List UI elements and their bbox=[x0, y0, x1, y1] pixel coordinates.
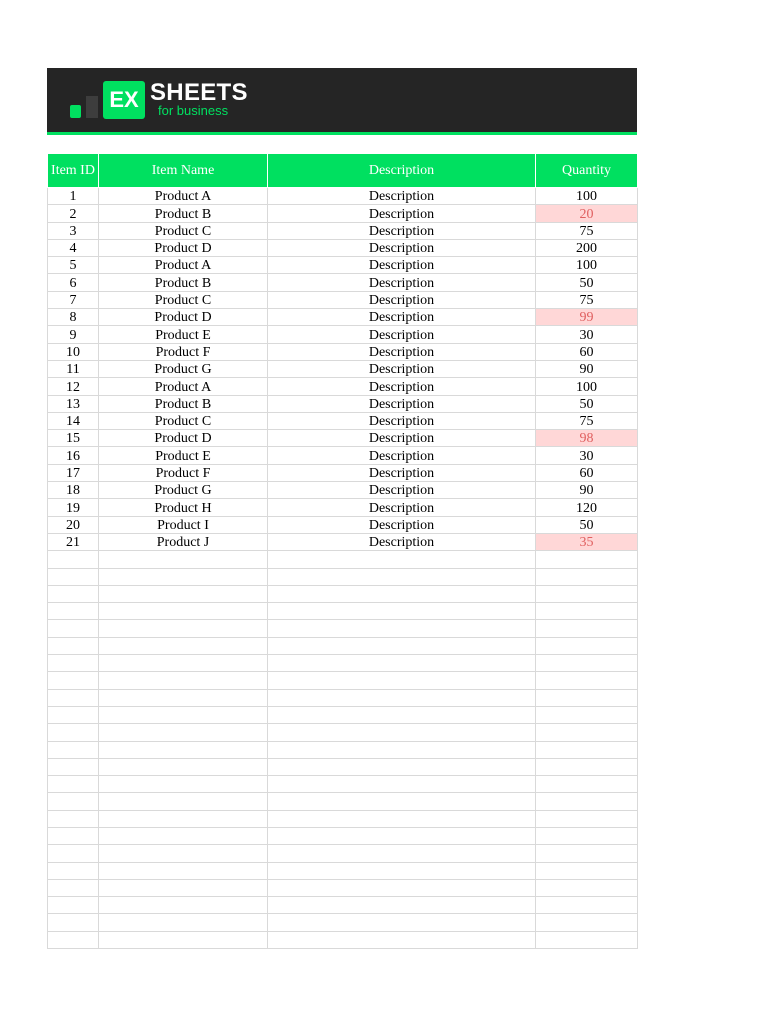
column-header-description[interactable]: Description bbox=[268, 154, 536, 188]
empty-row bbox=[48, 810, 638, 827]
empty-row bbox=[48, 620, 638, 637]
table-body bbox=[48, 188, 638, 949]
logo-bar-tall bbox=[86, 96, 98, 118]
cell-item-name[interactable]: Product E bbox=[99, 326, 268, 343]
empty-cell[interactable] bbox=[268, 551, 536, 568]
table-row bbox=[48, 482, 638, 499]
table-row bbox=[48, 309, 638, 326]
table-row bbox=[48, 326, 638, 343]
cell-description[interactable]: Description bbox=[268, 482, 536, 499]
cell-description[interactable]: Description bbox=[268, 430, 536, 447]
logo-bar-short bbox=[70, 105, 81, 118]
cell-quantity[interactable]: 75 bbox=[536, 222, 638, 239]
empty-cell[interactable] bbox=[536, 568, 638, 585]
empty-cell[interactable] bbox=[99, 655, 268, 672]
empty-cell[interactable] bbox=[536, 776, 638, 793]
cell-quantity[interactable]: 60 bbox=[536, 343, 638, 360]
empty-cell[interactable] bbox=[268, 776, 536, 793]
cell-description[interactable]: Description bbox=[268, 326, 536, 343]
empty-cell[interactable] bbox=[268, 637, 536, 654]
cell-description[interactable]: Description bbox=[268, 309, 536, 326]
empty-cell[interactable] bbox=[99, 793, 268, 810]
cell-item-id[interactable]: 1 bbox=[48, 188, 99, 205]
cell-quantity[interactable]: 60 bbox=[536, 464, 638, 481]
empty-cell[interactable] bbox=[536, 655, 638, 672]
empty-cell[interactable] bbox=[48, 603, 99, 620]
empty-row bbox=[48, 706, 638, 723]
empty-cell[interactable] bbox=[99, 672, 268, 689]
empty-cell[interactable] bbox=[99, 879, 268, 896]
cell-item-name[interactable]: Product D bbox=[99, 430, 268, 447]
cell-item-name[interactable]: Product B bbox=[99, 205, 268, 222]
cell-item-name[interactable]: Product G bbox=[99, 482, 268, 499]
empty-cell[interactable] bbox=[48, 637, 99, 654]
cell-item-name[interactable]: Product I bbox=[99, 516, 268, 533]
empty-cell[interactable] bbox=[536, 585, 638, 602]
table-row bbox=[48, 533, 638, 550]
empty-cell[interactable] bbox=[268, 931, 536, 948]
empty-cell[interactable] bbox=[536, 706, 638, 723]
cell-item-id[interactable]: 3 bbox=[48, 222, 99, 239]
empty-cell[interactable] bbox=[536, 551, 638, 568]
empty-row bbox=[48, 585, 638, 602]
table-row bbox=[48, 343, 638, 360]
empty-cell[interactable] bbox=[48, 879, 99, 896]
empty-cell[interactable] bbox=[536, 689, 638, 706]
cell-description[interactable]: Description bbox=[268, 222, 536, 239]
empty-cell[interactable] bbox=[99, 827, 268, 844]
cell-item-name[interactable]: Product D bbox=[99, 309, 268, 326]
cell-item-id[interactable]: 13 bbox=[48, 395, 99, 412]
cell-item-id[interactable]: 20 bbox=[48, 516, 99, 533]
cell-quantity[interactable]: 50 bbox=[536, 516, 638, 533]
cell-item-id[interactable]: 5 bbox=[48, 257, 99, 274]
cell-item-name[interactable]: Product B bbox=[99, 274, 268, 291]
empty-cell[interactable] bbox=[99, 862, 268, 879]
empty-cell[interactable] bbox=[99, 845, 268, 862]
empty-cell[interactable] bbox=[536, 914, 638, 931]
cell-description[interactable]: Description bbox=[268, 205, 536, 222]
column-header-item-id[interactable]: Item ID bbox=[48, 154, 99, 188]
empty-cell[interactable] bbox=[48, 706, 99, 723]
empty-cell[interactable] bbox=[268, 689, 536, 706]
cell-item-name[interactable]: Product J bbox=[99, 533, 268, 550]
cell-item-name[interactable]: Product C bbox=[99, 412, 268, 429]
cell-item-id[interactable]: 4 bbox=[48, 239, 99, 256]
empty-cell[interactable] bbox=[99, 897, 268, 914]
empty-cell[interactable] bbox=[268, 845, 536, 862]
cell-item-name[interactable]: Product F bbox=[99, 464, 268, 481]
empty-row bbox=[48, 551, 638, 568]
empty-cell[interactable] bbox=[48, 810, 99, 827]
cell-item-name[interactable]: Product H bbox=[99, 499, 268, 516]
cell-quantity[interactable]: 30 bbox=[536, 326, 638, 343]
cell-quantity[interactable]: 20 bbox=[536, 205, 638, 222]
cell-description[interactable]: Description bbox=[268, 412, 536, 429]
empty-cell[interactable] bbox=[268, 827, 536, 844]
empty-cell[interactable] bbox=[268, 810, 536, 827]
logo-mark: EX bbox=[103, 81, 145, 119]
cell-item-id[interactable]: 18 bbox=[48, 482, 99, 499]
cell-item-id[interactable]: 8 bbox=[48, 309, 99, 326]
cell-item-name[interactable]: Product A bbox=[99, 188, 268, 205]
empty-row bbox=[48, 845, 638, 862]
empty-row bbox=[48, 879, 638, 896]
empty-cell[interactable] bbox=[99, 914, 268, 931]
cell-item-name[interactable]: Product D bbox=[99, 239, 268, 256]
empty-cell[interactable] bbox=[268, 585, 536, 602]
cell-quantity[interactable]: 98 bbox=[536, 430, 638, 447]
empty-cell[interactable] bbox=[48, 758, 99, 775]
column-header-item-name[interactable]: Item Name bbox=[99, 154, 268, 188]
empty-row bbox=[48, 672, 638, 689]
empty-cell[interactable] bbox=[48, 655, 99, 672]
empty-cell[interactable] bbox=[268, 862, 536, 879]
empty-cell[interactable] bbox=[536, 810, 638, 827]
table-row bbox=[48, 395, 638, 412]
brand-tagline: for business bbox=[158, 103, 229, 118]
empty-cell[interactable] bbox=[99, 931, 268, 948]
empty-row bbox=[48, 689, 638, 706]
empty-cell[interactable] bbox=[48, 672, 99, 689]
empty-cell[interactable] bbox=[536, 724, 638, 741]
empty-cell[interactable] bbox=[99, 776, 268, 793]
empty-row bbox=[48, 655, 638, 672]
empty-cell[interactable] bbox=[536, 672, 638, 689]
table-row bbox=[48, 239, 638, 256]
cell-description[interactable]: Description bbox=[268, 343, 536, 360]
cell-quantity[interactable]: 75 bbox=[536, 412, 638, 429]
cell-item-id[interactable]: 7 bbox=[48, 291, 99, 308]
cell-description[interactable]: Description bbox=[268, 378, 536, 395]
empty-cell[interactable] bbox=[99, 758, 268, 775]
empty-cell[interactable] bbox=[536, 637, 638, 654]
cell-item-id[interactable]: 15 bbox=[48, 430, 99, 447]
empty-cell[interactable] bbox=[48, 568, 99, 585]
empty-cell[interactable] bbox=[99, 637, 268, 654]
cell-description[interactable]: Description bbox=[268, 533, 536, 550]
empty-cell[interactable] bbox=[48, 914, 99, 931]
empty-row bbox=[48, 862, 638, 879]
table-row bbox=[48, 205, 638, 222]
empty-row bbox=[48, 827, 638, 844]
empty-cell[interactable] bbox=[536, 931, 638, 948]
empty-cell[interactable] bbox=[536, 845, 638, 862]
table-row bbox=[48, 464, 638, 481]
empty-cell[interactable] bbox=[536, 793, 638, 810]
empty-cell[interactable] bbox=[268, 793, 536, 810]
empty-cell[interactable] bbox=[48, 793, 99, 810]
cell-item-name[interactable]: Product A bbox=[99, 257, 268, 274]
empty-cell[interactable] bbox=[268, 620, 536, 637]
empty-cell[interactable] bbox=[268, 568, 536, 585]
empty-cell[interactable] bbox=[48, 931, 99, 948]
cell-quantity[interactable]: 200 bbox=[536, 239, 638, 256]
cell-item-name[interactable]: Product G bbox=[99, 360, 268, 377]
cell-quantity[interactable]: 50 bbox=[536, 395, 638, 412]
cell-description[interactable]: Description bbox=[268, 360, 536, 377]
table-row bbox=[48, 274, 638, 291]
empty-cell[interactable] bbox=[268, 655, 536, 672]
cell-item-id[interactable]: 6 bbox=[48, 274, 99, 291]
table-row bbox=[48, 378, 638, 395]
empty-cell[interactable] bbox=[99, 568, 268, 585]
empty-cell[interactable] bbox=[268, 758, 536, 775]
column-header-quantity[interactable]: Quantity bbox=[536, 154, 638, 188]
empty-cell[interactable] bbox=[268, 706, 536, 723]
empty-cell[interactable] bbox=[48, 741, 99, 758]
table-row bbox=[48, 222, 638, 239]
table-row bbox=[48, 188, 638, 205]
empty-cell[interactable] bbox=[48, 862, 99, 879]
empty-cell[interactable] bbox=[536, 741, 638, 758]
empty-cell[interactable] bbox=[48, 845, 99, 862]
table-row bbox=[48, 430, 638, 447]
empty-cell[interactable] bbox=[99, 706, 268, 723]
cell-item-id[interactable]: 2 bbox=[48, 205, 99, 222]
cell-item-id[interactable]: 14 bbox=[48, 412, 99, 429]
empty-cell[interactable] bbox=[536, 879, 638, 896]
empty-cell[interactable] bbox=[268, 672, 536, 689]
empty-cell[interactable] bbox=[268, 897, 536, 914]
empty-cell[interactable] bbox=[268, 914, 536, 931]
table-row bbox=[48, 291, 638, 308]
empty-cell[interactable] bbox=[48, 689, 99, 706]
cell-description[interactable]: Description bbox=[268, 239, 536, 256]
empty-row bbox=[48, 637, 638, 654]
cell-quantity[interactable]: 30 bbox=[536, 447, 638, 464]
empty-row bbox=[48, 897, 638, 914]
table-header-row bbox=[48, 154, 638, 188]
table-row bbox=[48, 360, 638, 377]
empty-row bbox=[48, 914, 638, 931]
cell-description[interactable]: Description bbox=[268, 188, 536, 205]
cell-description[interactable]: Description bbox=[268, 291, 536, 308]
empty-row bbox=[48, 776, 638, 793]
empty-cell[interactable] bbox=[536, 758, 638, 775]
cell-item-id[interactable]: 11 bbox=[48, 360, 99, 377]
cell-item-id[interactable]: 16 bbox=[48, 447, 99, 464]
cell-quantity[interactable]: 35 bbox=[536, 533, 638, 550]
empty-cell[interactable] bbox=[536, 603, 638, 620]
empty-cell[interactable] bbox=[48, 551, 99, 568]
cell-quantity[interactable]: 90 bbox=[536, 482, 638, 499]
empty-row bbox=[48, 603, 638, 620]
empty-cell[interactable] bbox=[99, 585, 268, 602]
cell-description[interactable]: Description bbox=[268, 395, 536, 412]
empty-cell[interactable] bbox=[99, 620, 268, 637]
empty-cell[interactable] bbox=[48, 724, 99, 741]
empty-cell[interactable] bbox=[268, 724, 536, 741]
empty-cell[interactable] bbox=[536, 620, 638, 637]
cell-quantity[interactable]: 100 bbox=[536, 188, 638, 205]
header-accent-line bbox=[47, 132, 637, 135]
inventory-table bbox=[47, 153, 638, 949]
brand-name: SHEETS bbox=[150, 79, 248, 106]
table-row bbox=[48, 447, 638, 464]
empty-row bbox=[48, 724, 638, 741]
cell-item-id[interactable]: 17 bbox=[48, 464, 99, 481]
empty-cell[interactable] bbox=[268, 603, 536, 620]
empty-cell[interactable] bbox=[536, 827, 638, 844]
cell-item-id[interactable]: 12 bbox=[48, 378, 99, 395]
cell-item-id[interactable]: 9 bbox=[48, 326, 99, 343]
empty-cell[interactable] bbox=[99, 724, 268, 741]
empty-cell[interactable] bbox=[48, 897, 99, 914]
cell-description[interactable]: Description bbox=[268, 464, 536, 481]
cell-item-id[interactable]: 19 bbox=[48, 499, 99, 516]
cell-item-name[interactable]: Product B bbox=[99, 395, 268, 412]
cell-description[interactable]: Description bbox=[268, 499, 536, 516]
cell-quantity[interactable]: 120 bbox=[536, 499, 638, 516]
table-row bbox=[48, 516, 638, 533]
empty-cell[interactable] bbox=[268, 741, 536, 758]
cell-quantity[interactable]: 99 bbox=[536, 309, 638, 326]
cell-quantity[interactable]: 90 bbox=[536, 360, 638, 377]
cell-description[interactable]: Description bbox=[268, 516, 536, 533]
empty-cell[interactable] bbox=[99, 689, 268, 706]
cell-item-name[interactable]: Product E bbox=[99, 447, 268, 464]
empty-row bbox=[48, 931, 638, 948]
cell-item-name[interactable]: Product A bbox=[99, 378, 268, 395]
empty-cell[interactable] bbox=[99, 810, 268, 827]
logo bbox=[70, 80, 270, 120]
empty-row bbox=[48, 793, 638, 810]
empty-cell[interactable] bbox=[99, 741, 268, 758]
table-row bbox=[48, 499, 638, 516]
empty-cell[interactable] bbox=[99, 603, 268, 620]
table-row bbox=[48, 412, 638, 429]
cell-item-name[interactable]: Product C bbox=[99, 222, 268, 239]
empty-cell[interactable] bbox=[268, 879, 536, 896]
cell-quantity[interactable]: 100 bbox=[536, 257, 638, 274]
cell-description[interactable]: Description bbox=[268, 447, 536, 464]
cell-quantity[interactable]: 100 bbox=[536, 378, 638, 395]
cell-item-name[interactable]: Product C bbox=[99, 291, 268, 308]
empty-cell[interactable] bbox=[48, 585, 99, 602]
empty-row bbox=[48, 568, 638, 585]
cell-description[interactable]: Description bbox=[268, 274, 536, 291]
cell-description[interactable]: Description bbox=[268, 257, 536, 274]
empty-cell[interactable] bbox=[99, 551, 268, 568]
empty-cell[interactable] bbox=[48, 776, 99, 793]
table-row bbox=[48, 257, 638, 274]
cell-item-id[interactable]: 10 bbox=[48, 343, 99, 360]
empty-row bbox=[48, 741, 638, 758]
empty-row bbox=[48, 758, 638, 775]
cell-quantity[interactable]: 50 bbox=[536, 274, 638, 291]
cell-item-id[interactable]: 21 bbox=[48, 533, 99, 550]
cell-quantity[interactable]: 75 bbox=[536, 291, 638, 308]
empty-cell[interactable] bbox=[48, 620, 99, 637]
empty-cell[interactable] bbox=[536, 862, 638, 879]
cell-item-name[interactable]: Product F bbox=[99, 343, 268, 360]
empty-cell[interactable] bbox=[48, 827, 99, 844]
empty-cell[interactable] bbox=[536, 897, 638, 914]
